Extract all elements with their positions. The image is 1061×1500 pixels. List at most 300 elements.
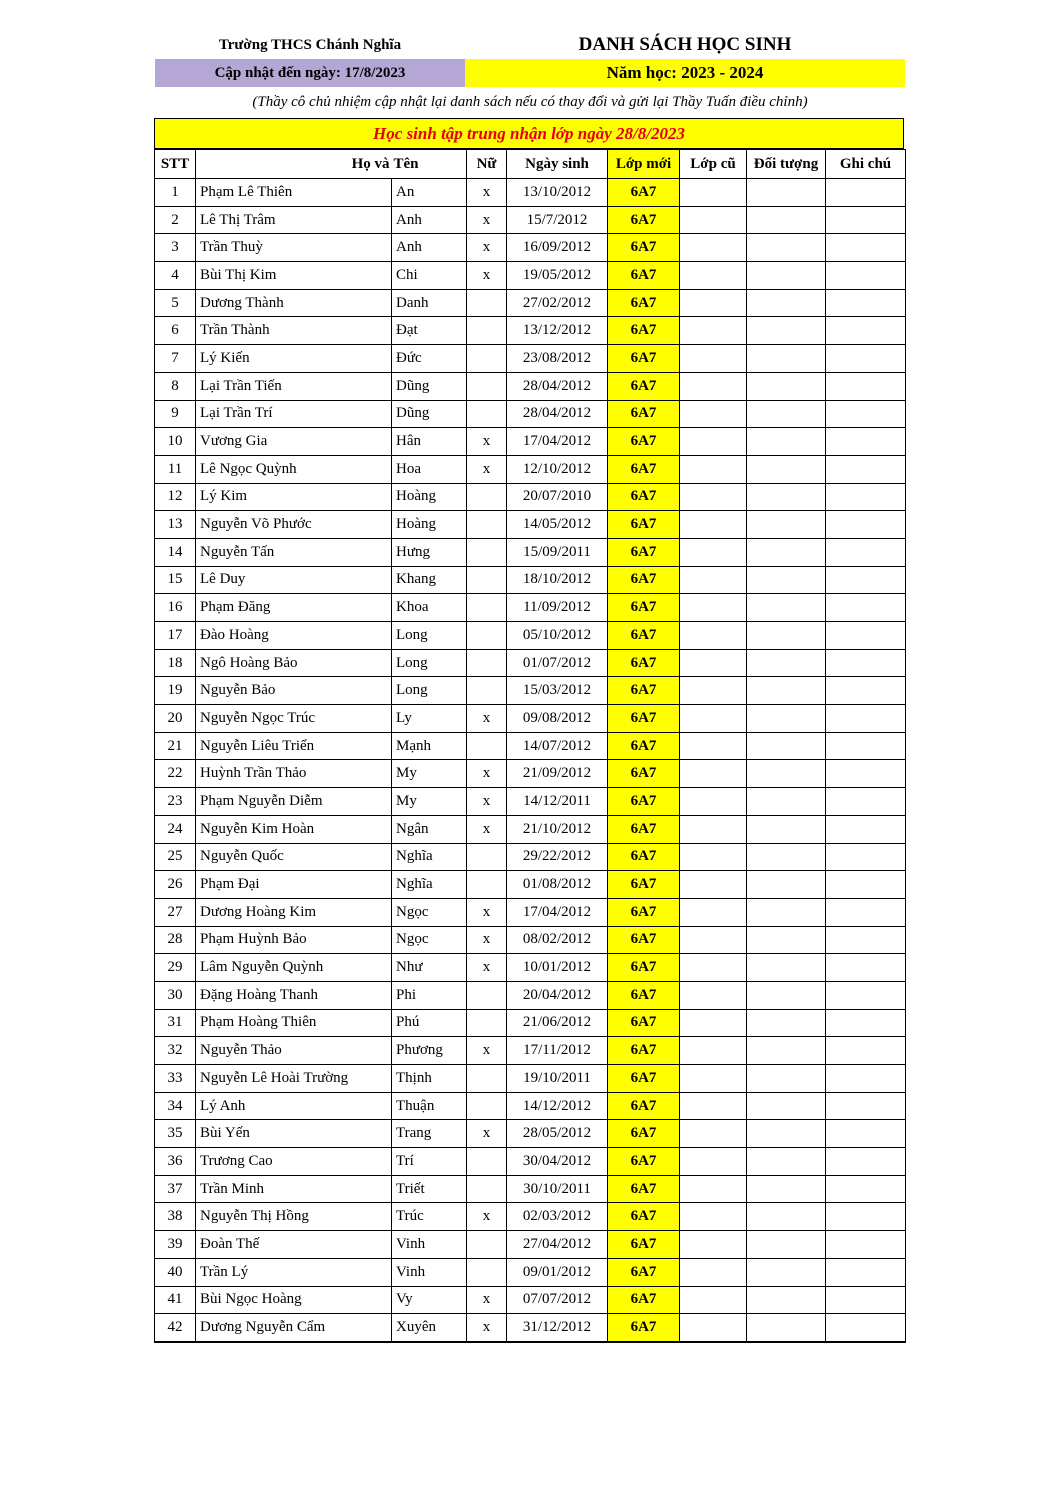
stt-cell: 3 (155, 234, 196, 262)
surname-cell: Phạm Nguyễn Diễm (196, 788, 392, 816)
old-class-cell (680, 1231, 747, 1259)
surname-cell: Lê Thị Trâm (196, 206, 392, 234)
table-header-row (155, 150, 906, 179)
dob-cell: 28/04/2012 (507, 400, 608, 428)
old-class-cell (680, 1037, 747, 1065)
given-name-cell: Trúc (392, 1203, 467, 1231)
stt-cell: 37 (155, 1175, 196, 1203)
note-cell (826, 788, 906, 816)
col-lop-moi: Lớp mới (608, 150, 680, 179)
female-cell (467, 289, 507, 317)
surname-cell: Nguyễn Thị Hồng (196, 1203, 392, 1231)
stt-cell: 15 (155, 566, 196, 594)
old-class-cell (680, 926, 747, 954)
dob-cell: 14/07/2012 (507, 732, 608, 760)
female-cell (467, 1175, 507, 1203)
female-cell (467, 1009, 507, 1037)
category-cell (747, 372, 826, 400)
surname-cell: Lại Trần Trí (196, 400, 392, 428)
note-cell (826, 815, 906, 843)
given-name-cell: Long (392, 677, 467, 705)
category-cell (747, 428, 826, 456)
table-row (155, 815, 906, 843)
category-cell (747, 538, 826, 566)
col-ho: Họ và (196, 150, 392, 179)
category-cell (747, 594, 826, 622)
note-cell (826, 483, 906, 511)
dob-cell: 30/04/2012 (507, 1148, 608, 1176)
surname-cell: Phạm Huỳnh Bảo (196, 926, 392, 954)
new-class-cell: 6A7 (608, 594, 680, 622)
old-class-cell (680, 898, 747, 926)
stt-cell: 1 (155, 179, 196, 207)
table-row (155, 289, 906, 317)
table-row (155, 1231, 906, 1259)
dob-cell: 27/04/2012 (507, 1231, 608, 1259)
page-title: DANH SÁCH HỌC SINH (578, 34, 792, 55)
given-name-cell: Long (392, 649, 467, 677)
col-lop-cu: Lớp cũ (680, 150, 747, 179)
category-cell (747, 1037, 826, 1065)
female-cell (467, 1231, 507, 1259)
given-name-cell: Trí (392, 1148, 467, 1176)
category-cell (747, 760, 826, 788)
dob-cell: 18/10/2012 (507, 566, 608, 594)
stt-cell: 26 (155, 871, 196, 899)
note-cell (826, 1009, 906, 1037)
dob-cell: 17/11/2012 (507, 1037, 608, 1065)
table-row (155, 400, 906, 428)
stt-cell: 6 (155, 317, 196, 345)
surname-cell: Lý Anh (196, 1092, 392, 1120)
given-name-cell: Anh (392, 206, 467, 234)
surname-cell: Lâm Nguyễn Quỳnh (196, 954, 392, 982)
female-cell (467, 732, 507, 760)
dob-cell: 15/09/2011 (507, 538, 608, 566)
old-class-cell (680, 1203, 747, 1231)
col-ngay-sinh: Ngày sinh (507, 150, 608, 179)
table-row (155, 871, 906, 899)
note-cell (826, 926, 906, 954)
old-class-cell (680, 511, 747, 539)
note-cell (826, 898, 906, 926)
stt-cell: 5 (155, 289, 196, 317)
surname-cell: Phạm Hoàng Thiên (196, 1009, 392, 1037)
dob-cell: 21/10/2012 (507, 815, 608, 843)
female-cell: x (467, 206, 507, 234)
dob-cell: 01/07/2012 (507, 649, 608, 677)
new-class-cell: 6A7 (608, 981, 680, 1009)
surname-cell: Bùi Thị Kim (196, 262, 392, 290)
dob-cell: 15/7/2012 (507, 206, 608, 234)
stt-cell: 16 (155, 594, 196, 622)
dob-cell: 21/06/2012 (507, 1009, 608, 1037)
dob-cell: 29/22/2012 (507, 843, 608, 871)
given-name-cell: Hưng (392, 538, 467, 566)
category-cell (747, 400, 826, 428)
female-cell: x (467, 926, 507, 954)
table-row (155, 1258, 906, 1286)
surname-cell: Nguyễn Thảo (196, 1037, 392, 1065)
note-cell (826, 871, 906, 899)
dob-cell: 19/05/2012 (507, 262, 608, 290)
dob-cell: 09/01/2012 (507, 1258, 608, 1286)
table-row (155, 262, 906, 290)
note-cell (826, 400, 906, 428)
table-row (155, 317, 906, 345)
female-cell: x (467, 760, 507, 788)
given-name-cell: Đức (392, 345, 467, 373)
dob-cell: 14/12/2011 (507, 788, 608, 816)
old-class-cell (680, 1148, 747, 1176)
table-row (155, 1148, 906, 1176)
female-cell: x (467, 898, 507, 926)
dob-cell: 01/08/2012 (507, 871, 608, 899)
old-class-cell (680, 234, 747, 262)
surname-cell: Nguyễn Võ Phước (196, 511, 392, 539)
category-cell (747, 926, 826, 954)
female-cell: x (467, 1314, 507, 1342)
dob-cell: 02/03/2012 (507, 1203, 608, 1231)
dob-cell: 17/04/2012 (507, 428, 608, 456)
dob-cell: 10/01/2012 (507, 954, 608, 982)
old-class-cell (680, 1286, 747, 1314)
stt-cell: 28 (155, 926, 196, 954)
given-name-cell: Anh (392, 234, 467, 262)
stt-cell: 35 (155, 1120, 196, 1148)
new-class-cell: 6A7 (608, 1231, 680, 1259)
dob-cell: 05/10/2012 (507, 622, 608, 650)
given-name-cell: An (392, 179, 467, 207)
surname-cell: Nguyễn Lê Hoài Trường (196, 1065, 392, 1093)
stt-cell: 18 (155, 649, 196, 677)
note-cell (826, 1314, 906, 1342)
dob-cell: 15/03/2012 (507, 677, 608, 705)
table-row (155, 677, 906, 705)
female-cell (467, 1065, 507, 1093)
dob-cell: 13/12/2012 (507, 317, 608, 345)
stt-cell: 21 (155, 732, 196, 760)
table-row (155, 483, 906, 511)
new-class-cell: 6A7 (608, 345, 680, 373)
female-cell: x (467, 1286, 507, 1314)
stt-cell: 2 (155, 206, 196, 234)
given-name-cell: Ngọc (392, 898, 467, 926)
student-table (154, 149, 906, 1343)
given-name-cell: Phú (392, 1009, 467, 1037)
new-class-cell: 6A7 (608, 400, 680, 428)
dob-cell: 14/12/2012 (507, 1092, 608, 1120)
female-cell: x (467, 1120, 507, 1148)
stt-cell: 9 (155, 400, 196, 428)
stt-cell: 32 (155, 1037, 196, 1065)
new-class-cell: 6A7 (608, 262, 680, 290)
old-class-cell (680, 345, 747, 373)
category-cell (747, 677, 826, 705)
student-rows (155, 179, 906, 1342)
dob-cell: 13/10/2012 (507, 179, 608, 207)
new-class-cell: 6A7 (608, 428, 680, 456)
given-name-cell: Xuyên (392, 1314, 467, 1342)
table-row (155, 345, 906, 373)
category-cell (747, 1231, 826, 1259)
note-cell (826, 566, 906, 594)
table-row (155, 1286, 906, 1314)
note-cell (826, 234, 906, 262)
given-name-cell: Phương (392, 1037, 467, 1065)
stt-cell: 10 (155, 428, 196, 456)
female-cell: x (467, 705, 507, 733)
given-name-cell: Ngân (392, 815, 467, 843)
stt-cell: 4 (155, 262, 196, 290)
surname-cell: Đào Hoàng (196, 622, 392, 650)
category-cell (747, 289, 826, 317)
new-class-cell: 6A7 (608, 1009, 680, 1037)
category-cell (747, 649, 826, 677)
new-class-cell: 6A7 (608, 1286, 680, 1314)
dob-cell: 08/02/2012 (507, 926, 608, 954)
female-cell (467, 594, 507, 622)
category-cell (747, 1258, 826, 1286)
table-row (155, 179, 906, 207)
female-cell: x (467, 815, 507, 843)
stt-cell: 34 (155, 1092, 196, 1120)
surname-cell: Bùi Yến (196, 1120, 392, 1148)
table-row (155, 428, 906, 456)
female-cell: x (467, 179, 507, 207)
note-cell (826, 954, 906, 982)
new-class-cell: 6A7 (608, 483, 680, 511)
note-cell (826, 1231, 906, 1259)
surname-cell: Nguyễn Tấn (196, 538, 392, 566)
category-cell (747, 1314, 826, 1342)
category-cell (747, 622, 826, 650)
table-row (155, 954, 906, 982)
old-class-cell (680, 1314, 747, 1342)
note-cell (826, 428, 906, 456)
category-cell (747, 981, 826, 1009)
stt-cell: 25 (155, 843, 196, 871)
old-class-cell (680, 622, 747, 650)
table-row (155, 732, 906, 760)
surname-cell: Đặng Hoàng Thanh (196, 981, 392, 1009)
dob-cell: 23/08/2012 (507, 345, 608, 373)
category-cell (747, 871, 826, 899)
table-row (155, 234, 906, 262)
old-class-cell (680, 760, 747, 788)
stt-cell: 42 (155, 1314, 196, 1342)
given-name-cell: Vinh (392, 1231, 467, 1259)
surname-cell: Dương Nguyễn Cẩm (196, 1314, 392, 1342)
col-ghi-chu: Ghi chú (826, 150, 906, 179)
surname-cell: Phạm Đăng (196, 594, 392, 622)
table-row (155, 594, 906, 622)
dob-cell: 28/04/2012 (507, 372, 608, 400)
old-class-cell (680, 566, 747, 594)
new-class-cell: 6A7 (608, 1203, 680, 1231)
new-class-cell: 6A7 (608, 538, 680, 566)
note-cell (826, 372, 906, 400)
given-name-cell: Khoa (392, 594, 467, 622)
new-class-cell: 6A7 (608, 1037, 680, 1065)
old-class-cell (680, 179, 747, 207)
surname-cell: Lê Ngọc Quỳnh (196, 455, 392, 483)
surname-cell: Dương Thành (196, 289, 392, 317)
female-cell: x (467, 262, 507, 290)
new-class-cell: 6A7 (608, 511, 680, 539)
note-cell (826, 206, 906, 234)
note-cell (826, 262, 906, 290)
given-name-cell: Dũng (392, 400, 467, 428)
new-class-cell: 6A7 (608, 760, 680, 788)
new-class-cell: 6A7 (608, 1092, 680, 1120)
old-class-cell (680, 483, 747, 511)
dob-cell: 07/07/2012 (507, 1286, 608, 1314)
given-name-cell: Trang (392, 1120, 467, 1148)
category-cell (747, 954, 826, 982)
old-class-cell (680, 1258, 747, 1286)
female-cell: x (467, 428, 507, 456)
stt-cell: 22 (155, 760, 196, 788)
category-cell (747, 843, 826, 871)
female-cell: x (467, 1203, 507, 1231)
given-name-cell: Khang (392, 566, 467, 594)
surname-cell: Nguyễn Bảo (196, 677, 392, 705)
old-class-cell (680, 262, 747, 290)
surname-cell: Dương Hoàng Kim (196, 898, 392, 926)
category-cell (747, 483, 826, 511)
given-name-cell: Triết (392, 1175, 467, 1203)
given-name-cell: Như (392, 954, 467, 982)
stt-cell: 17 (155, 622, 196, 650)
surname-cell: Trần Thành (196, 317, 392, 345)
new-class-cell: 6A7 (608, 705, 680, 733)
female-cell (467, 345, 507, 373)
given-name-cell: Hoàng (392, 483, 467, 511)
surname-cell: Phạm Lê Thiên (196, 179, 392, 207)
old-class-cell (680, 317, 747, 345)
given-name-cell: Thịnh (392, 1065, 467, 1093)
female-cell (467, 483, 507, 511)
new-class-cell: 6A7 (608, 455, 680, 483)
surname-cell: Lý Kim (196, 483, 392, 511)
table-row (155, 649, 906, 677)
given-name-cell: Ly (392, 705, 467, 733)
stt-cell: 39 (155, 1231, 196, 1259)
old-class-cell (680, 981, 747, 1009)
old-class-cell (680, 1065, 747, 1093)
surname-cell: Lê Duy (196, 566, 392, 594)
new-class-cell: 6A7 (608, 1258, 680, 1286)
category-cell (747, 815, 826, 843)
category-cell (747, 234, 826, 262)
female-cell (467, 317, 507, 345)
female-cell: x (467, 954, 507, 982)
stt-cell: 14 (155, 538, 196, 566)
instruction-note: (Thầy cô chủ nhiệm cập nhật lại danh sách nếu có thay đổi và gửi lại Thầy Tuấn điều chỉnh) (252, 94, 808, 110)
stt-cell: 19 (155, 677, 196, 705)
old-class-cell (680, 1175, 747, 1203)
new-class-cell: 6A7 (608, 954, 680, 982)
old-class-cell (680, 206, 747, 234)
table-row (155, 622, 906, 650)
note-cell (826, 1037, 906, 1065)
surname-cell: Trần Thuỳ (196, 234, 392, 262)
surname-cell: Nguyễn Quốc (196, 843, 392, 871)
note-cell (826, 594, 906, 622)
category-cell (747, 1286, 826, 1314)
new-class-cell: 6A7 (608, 179, 680, 207)
table-row (155, 788, 906, 816)
new-class-cell: 6A7 (608, 206, 680, 234)
surname-cell: Huỳnh Trần Thảo (196, 760, 392, 788)
stt-cell: 8 (155, 372, 196, 400)
new-class-cell: 6A7 (608, 1148, 680, 1176)
table-row (155, 1065, 906, 1093)
col-ten: Tên (392, 150, 467, 179)
old-class-cell (680, 594, 747, 622)
given-name-cell: Long (392, 622, 467, 650)
given-name-cell: Danh (392, 289, 467, 317)
female-cell (467, 566, 507, 594)
table-row (155, 1009, 906, 1037)
stt-cell: 30 (155, 981, 196, 1009)
old-class-cell (680, 732, 747, 760)
stt-cell: 27 (155, 898, 196, 926)
old-class-cell (680, 1009, 747, 1037)
category-cell (747, 788, 826, 816)
category-cell (747, 1120, 826, 1148)
table-row (155, 1203, 906, 1231)
old-class-cell (680, 649, 747, 677)
new-class-cell: 6A7 (608, 1120, 680, 1148)
note-cell (826, 179, 906, 207)
dob-cell: 21/09/2012 (507, 760, 608, 788)
note-cell (826, 538, 906, 566)
surname-cell: Phạm Đại (196, 871, 392, 899)
surname-cell: Ngô Hoàng Bảo (196, 649, 392, 677)
old-class-cell (680, 538, 747, 566)
old-class-cell (680, 1120, 747, 1148)
new-class-cell: 6A7 (608, 815, 680, 843)
old-class-cell (680, 428, 747, 456)
dob-cell: 31/12/2012 (507, 1314, 608, 1342)
category-cell (747, 566, 826, 594)
female-cell: x (467, 234, 507, 262)
note-cell (826, 1203, 906, 1231)
surname-cell: Trần Lý (196, 1258, 392, 1286)
stt-cell: 20 (155, 705, 196, 733)
female-cell: x (467, 788, 507, 816)
note-cell (826, 705, 906, 733)
new-class-cell: 6A7 (608, 1175, 680, 1203)
given-name-cell: Chi (392, 262, 467, 290)
table-row (155, 1175, 906, 1203)
table-row (155, 981, 906, 1009)
update-date: Cập nhật đến ngày: 17/8/2023 (155, 59, 465, 87)
table-row (155, 206, 906, 234)
new-class-cell: 6A7 (608, 317, 680, 345)
stt-cell: 29 (155, 954, 196, 982)
note-cell (826, 1065, 906, 1093)
new-class-cell: 6A7 (608, 926, 680, 954)
category-cell (747, 179, 826, 207)
given-name-cell: Đạt (392, 317, 467, 345)
col-stt: STT (155, 150, 196, 179)
category-cell (747, 898, 826, 926)
new-class-cell: 6A7 (608, 732, 680, 760)
category-cell (747, 705, 826, 733)
